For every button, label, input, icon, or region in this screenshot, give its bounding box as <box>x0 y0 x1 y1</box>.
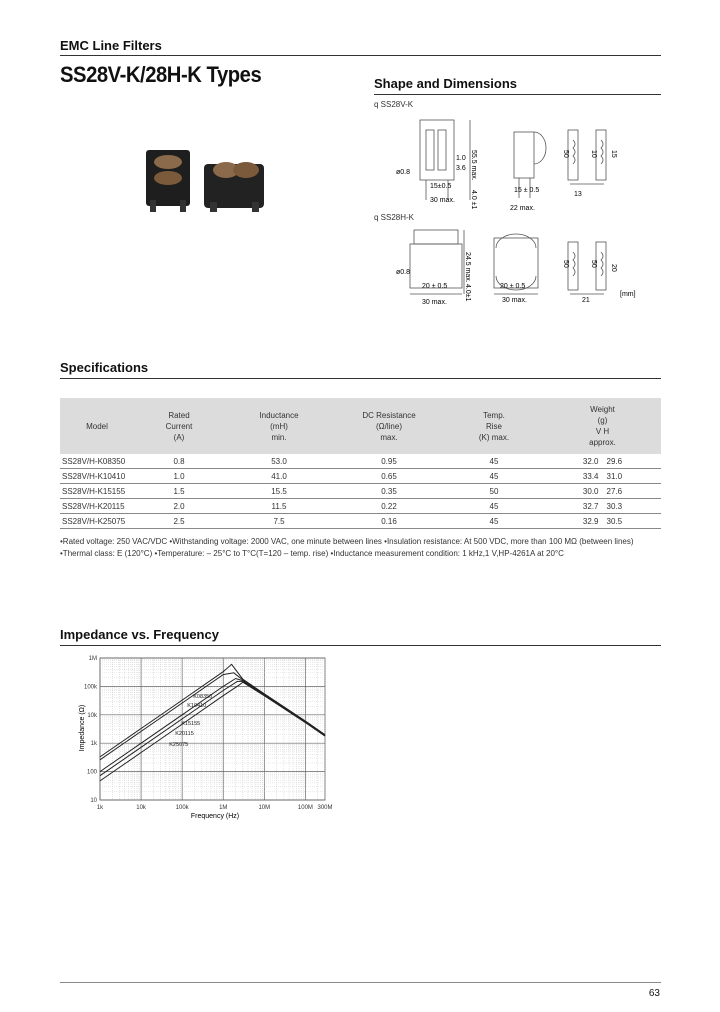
x-tick-label: 100M <box>297 805 313 811</box>
footer-rule <box>60 982 661 983</box>
x-tick-label: 1M <box>219 805 228 811</box>
cell-model: SS28V/H-K08350 <box>60 454 134 469</box>
dim-h-4: 4.0±1 <box>464 284 471 302</box>
specifications-heading: Specifications <box>60 360 149 375</box>
cell-inductance: 15.5 <box>224 484 334 499</box>
y-tick-label: 100 <box>86 769 97 776</box>
cell-weight-v: 33.4 <box>544 469 603 484</box>
dim-v-12: 15 <box>610 150 617 158</box>
cell-resistance: 0.95 <box>334 454 444 469</box>
y-tick-label: 1k <box>90 741 97 748</box>
col-current: Rated Current (A) <box>134 398 224 454</box>
dim-h-10: 20 <box>610 264 617 272</box>
product-photo <box>134 140 280 220</box>
x-tick-label: 100k <box>175 805 189 811</box>
dim-v-0: ø0.8 <box>396 169 411 176</box>
dim-v-8: 22 max. <box>510 205 535 212</box>
dim-h-6: 30 max. <box>502 297 527 304</box>
cell-model: SS28V/H-K25075 <box>60 514 134 529</box>
ss28h-dimension-drawing <box>374 224 660 314</box>
note-ratings: •Rated voltage: 250 VAC/VDC •Withstanding voltage: 2000 VAC, one minute between lines •Insulation resistance: At 500 VDC, more than 100 MΩ (between lines) <box>60 537 634 546</box>
x-tick-label: 10k <box>136 805 146 811</box>
impedance-heading: Impedance vs. Frequency <box>60 627 219 642</box>
dim-v-3: 15±0.5 <box>430 183 452 190</box>
cell-weight-v: 30.0 <box>544 484 603 499</box>
dim-v-6: 1.0 <box>456 155 466 162</box>
x-tick-label: 1k <box>96 805 104 811</box>
series-label-k25075: K25075 <box>169 742 189 749</box>
series-label-k20115: K20115 <box>175 730 194 737</box>
x-tick-labels <box>97 805 333 811</box>
y-tick-label: 1M <box>88 656 97 662</box>
cell-resistance: 0.65 <box>334 469 444 484</box>
cell-resistance: 0.22 <box>334 499 444 514</box>
page-number: 63 <box>648 988 660 999</box>
dim-v-2: 30 max. <box>430 197 455 204</box>
dim-h-0: ø0.8 <box>396 269 411 276</box>
x-tick-label: 300M <box>317 805 333 811</box>
dim-unit: [mm] <box>620 291 636 298</box>
dim-h-1: 24.5 max. <box>464 252 471 283</box>
table-row <box>60 454 661 469</box>
dim-v-11: 10 <box>590 150 597 158</box>
dim-h-3: 30 max. <box>422 299 447 306</box>
cell-current: 1.5 <box>134 484 224 499</box>
y-tick-labels <box>84 656 98 804</box>
series-label-k08350: K08350 <box>193 694 213 701</box>
shape-rule <box>374 94 661 95</box>
y-tick-label: 100k <box>83 684 97 691</box>
dim-h-2: 20 ± 0.5 <box>422 283 448 290</box>
cell-temp: 50 <box>444 484 544 499</box>
ss28h-photo <box>204 162 264 212</box>
cell-inductance: 41.0 <box>224 469 334 484</box>
y-tick-label: 10 <box>90 798 97 804</box>
spec-header-row <box>60 398 661 454</box>
col-temp: Temp. Rise (K) max. <box>444 398 544 454</box>
dim-v-9: 13 <box>574 191 582 198</box>
cell-weight-h: 29.6 <box>603 454 662 469</box>
cell-inductance: 11.5 <box>224 499 334 514</box>
spec-notes <box>60 536 634 560</box>
cell-model: SS28V/H-K10410 <box>60 469 134 484</box>
dim-h-5: 20 ± 0.5 <box>500 283 526 290</box>
series-label-k15155: K15155 <box>181 720 201 727</box>
ss28v-dimension-drawing <box>374 110 660 214</box>
note-thermal: •Thermal class: E (120°C) •Temperature: – 25°C to T°C(T=120 – temp. rise) •Inductance measurement condition: 1 kHz,1 V,HP-4261A at 20°C <box>60 549 564 558</box>
cell-current: 1.0 <box>134 469 224 484</box>
cell-model: SS28V/H-K15155 <box>60 484 134 499</box>
header-rule <box>60 55 661 56</box>
x-axis-label: Frequency (Hz) <box>190 813 240 820</box>
cell-weight-h: 31.0 <box>603 469 662 484</box>
cell-weight-h: 30.3 <box>603 499 662 514</box>
cell-inductance: 53.0 <box>224 454 334 469</box>
ss28h-label: q SS28H-K <box>374 213 415 222</box>
dim-v-4: 4.0 ±1 <box>470 190 477 210</box>
ss28v-photo <box>146 150 190 212</box>
cell-inductance: 7.5 <box>224 514 334 529</box>
table-row <box>60 514 661 529</box>
dim-v-7: 15 ± 0.5 <box>514 187 540 194</box>
cell-weight-h: 27.6 <box>603 484 662 499</box>
cell-current: 2.5 <box>134 514 224 529</box>
x-tick-label: 10M <box>258 805 271 811</box>
dim-h-9: 50 <box>590 260 597 268</box>
col-resistance: DC Resistance (Ω/line) max. <box>334 398 444 454</box>
impedance-chart <box>70 650 340 825</box>
page-title: SS28V-K/28H-K Types <box>60 62 262 87</box>
cell-model: SS28V/H-K20115 <box>60 499 134 514</box>
cell-weight-h: 30.5 <box>603 514 662 529</box>
col-model: Model <box>60 398 134 454</box>
table-row <box>60 484 661 499</box>
cell-temp: 45 <box>444 454 544 469</box>
series-label-k10410: K10410 <box>187 703 207 710</box>
cell-resistance: 0.35 <box>334 484 444 499</box>
shape-heading: Shape and Dimensions <box>374 76 518 91</box>
ss28v-label: q SS28V-K <box>374 100 414 109</box>
y-tick-label: 10k <box>87 712 97 719</box>
cell-weight-v: 32.0 <box>544 454 603 469</box>
category-label: EMC Line Filters <box>60 38 162 53</box>
cell-current: 2.0 <box>134 499 224 514</box>
spec-table <box>60 398 661 529</box>
cell-temp: 45 <box>444 499 544 514</box>
col-inductance: Inductance (mH) min. <box>224 398 334 454</box>
impedance-rule <box>60 645 661 646</box>
col-weight: Weight (g) V H approx. <box>544 398 661 454</box>
cell-temp: 45 <box>444 514 544 529</box>
dim-h-8: 50 <box>562 260 569 268</box>
cell-temp: 45 <box>444 469 544 484</box>
dim-v-5: 3.6 <box>456 165 466 172</box>
dim-h-7: 21 <box>582 297 590 304</box>
cell-resistance: 0.16 <box>334 514 444 529</box>
dim-v-1: 55.5 max. <box>470 150 477 181</box>
table-row <box>60 469 661 484</box>
y-axis-label: Impedance (Ω) <box>79 704 86 752</box>
cell-weight-v: 32.9 <box>544 514 603 529</box>
cell-current: 0.8 <box>134 454 224 469</box>
cell-weight-v: 32.7 <box>544 499 603 514</box>
specs-rule <box>60 378 661 379</box>
dim-v-10: 50 <box>562 150 569 158</box>
table-row <box>60 499 661 514</box>
